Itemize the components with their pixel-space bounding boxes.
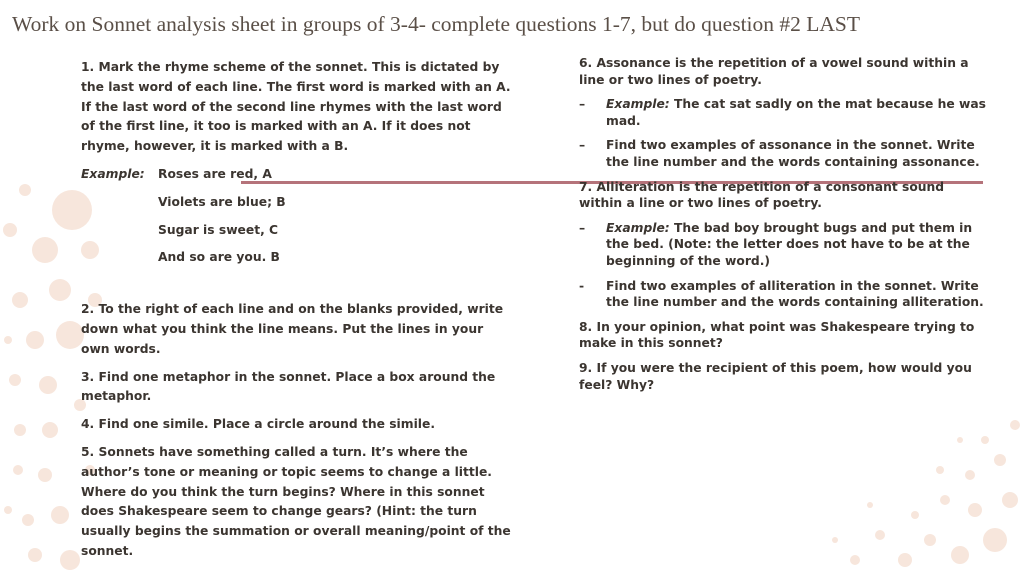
list-item-text: Find two examples of alliteration in the sonnet. Write the line number and the words containing alliteration. (606, 278, 984, 310)
question-6: 6. Assonance is the repetition of a vowel sound within a line or two lines of poetry. (579, 56, 969, 87)
question-1: 1. Mark the rhyme scheme of the sonnet. This is dictated by the last word of each line. The first word is marked with an A. If the last word of the second line rhymes with the last word of the first line, it too is marked with an A. If it does not rhyme, however, it is marked with a B. (81, 60, 511, 154)
right-column (579, 55, 989, 393)
question-2: 2. To the right of each line and on the blanks provided, write down what you think the line means. Put the lines in your own words. (81, 302, 504, 356)
list-item-text: Find two examples of assonance in the sonnet. Write the line number and the words containing assonance. (606, 138, 980, 169)
question-3: 3. Find one metaphor in the sonnet. Place a box around the metaphor. (81, 369, 496, 404)
example-line-1: Roses are red, A (158, 166, 272, 181)
question-8: 8. In your opinion, what point was Shakespeare trying to make in this sonnet? (579, 319, 975, 351)
dash-bullet: – (579, 138, 586, 153)
list-item-text: The cat sat sadly on the mat because he was mad. (606, 97, 987, 128)
example-line-3: Sugar is sweet, C (158, 222, 279, 237)
page-title: Work on Sonnet analysis sheet in groups of 3-4- complete questions 1-7, but do question #2 LAST (12, 12, 861, 36)
example-label: Example: (606, 220, 670, 235)
example-row (81, 165, 511, 185)
list-item (579, 278, 989, 311)
dash-bullet: - (579, 278, 585, 293)
list-item (579, 220, 989, 270)
example-line-4: And so are you. B (158, 250, 280, 265)
left-column (81, 58, 511, 562)
example-label: Example: (81, 166, 145, 181)
list-item (579, 96, 989, 129)
question-9: 9. If you were the recipient of this poem, how would you feel? Why? (579, 360, 972, 392)
list-item-text: The bad boy brought bugs and put them in the bed. (Note: the letter does not have to be at the beginning of the word.) (606, 220, 973, 268)
dash-bullet: – (579, 97, 586, 112)
example-label: Example: (606, 97, 670, 112)
question-4: 4. Find one simile. Place a circle around the simile. (81, 417, 436, 432)
question-5: 5. Sonnets have something called a turn. It’s where the author’s tone or meaning or topic seems to change a little. Where do you think the turn begins? Where in this sonnet does Shakespeare seem to change gears? (Hint: the turn usually begins the summation or overall meaning/point of the sonnet. (81, 444, 511, 558)
list-item (579, 137, 989, 170)
example-line-2: Violets are blue; B (158, 194, 286, 209)
question-7: 7. Alliteration is the repetition of a consonant sound within a line or two lines of poetry. (579, 179, 945, 211)
dash-bullet: – (579, 220, 586, 235)
